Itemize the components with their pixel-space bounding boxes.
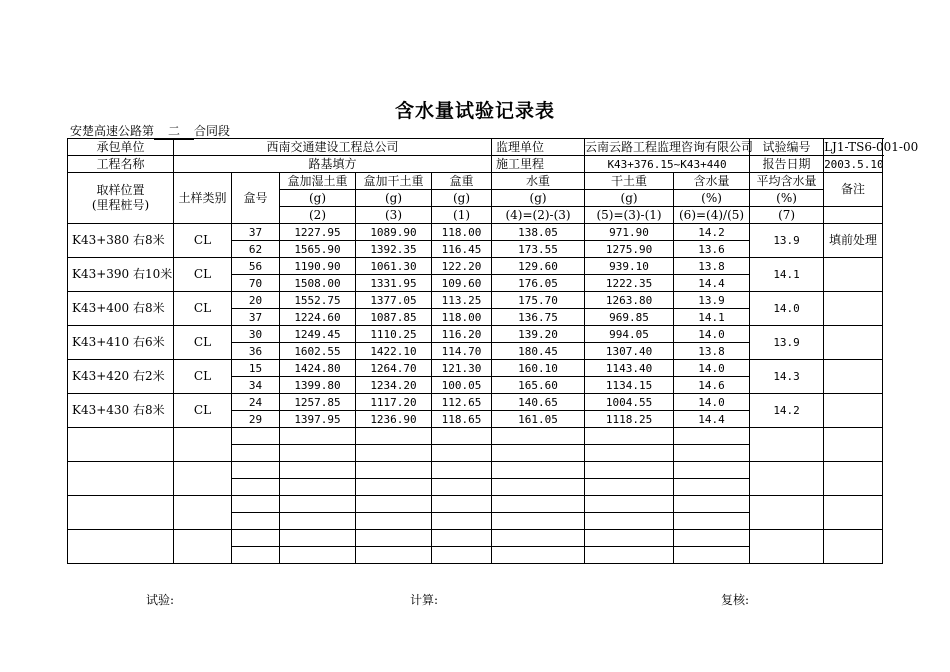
subtitle-suffix: 合同段 bbox=[194, 124, 231, 138]
box-no-cell: 37 bbox=[232, 309, 280, 326]
supervisor-label: 监理单位 bbox=[492, 139, 585, 156]
contractor-label: 承包单位 bbox=[68, 139, 174, 156]
box-weight-cell: 112.65 bbox=[432, 394, 492, 411]
box-no-cell: 56 bbox=[232, 258, 280, 275]
blank-cell bbox=[492, 530, 585, 547]
blank-avg-cell bbox=[750, 428, 824, 462]
avg-moisture-cell: 13.9 bbox=[750, 224, 824, 258]
blank-cell bbox=[585, 462, 674, 479]
page-title: 含水量试验记录表 bbox=[394, 100, 555, 122]
location-header-line2: (里程桩号) bbox=[91, 198, 150, 212]
blank-cell bbox=[356, 428, 432, 445]
blank-cell bbox=[432, 479, 492, 496]
test-no-value: LJ1-TS6-001-00 bbox=[824, 139, 919, 154]
water-weight-cell: 165.60 bbox=[492, 377, 585, 394]
avg-moisture-cell: 14.2 bbox=[750, 394, 824, 428]
table-body bbox=[68, 139, 919, 564]
soil-type-cell: CL bbox=[174, 258, 232, 292]
dry-soil-cell: 969.85 bbox=[585, 309, 674, 326]
remark-header: 备注 bbox=[824, 173, 883, 207]
box-weight-cell: 100.05 bbox=[432, 377, 492, 394]
box-weight-cell: 122.20 bbox=[432, 258, 492, 275]
blank-cell bbox=[232, 496, 280, 513]
calculator-label: 计算: bbox=[410, 593, 439, 607]
blank-cell bbox=[356, 462, 432, 479]
dry-soil-cell: 1118.25 bbox=[585, 411, 674, 428]
box-weight-cell: 109.60 bbox=[432, 275, 492, 292]
dry-weight-cell: 1110.25 bbox=[356, 326, 432, 343]
blank-row bbox=[68, 530, 883, 547]
avg-moisture-cell: 14.0 bbox=[750, 292, 824, 326]
water-weight-cell: 160.10 bbox=[492, 360, 585, 377]
box-no-cell: 29 bbox=[232, 411, 280, 428]
wet-weight-cell: 1424.80 bbox=[280, 360, 356, 377]
test-no-label: 试验编号 bbox=[750, 139, 824, 156]
mileage-value: K43+376.15~K43+440 bbox=[585, 156, 750, 173]
project-label: 工程名称 bbox=[68, 156, 174, 173]
sample-location-cell: K43+390 右10米 bbox=[68, 258, 174, 292]
dry-soil-cell: 1143.40 bbox=[585, 360, 674, 377]
dry-soil-cell: 939.10 bbox=[585, 258, 674, 275]
blank-cell bbox=[280, 513, 356, 530]
blank-cell bbox=[585, 428, 674, 445]
blank-soil-cell bbox=[174, 496, 232, 530]
wet-weight-cell: 1552.75 bbox=[280, 292, 356, 309]
box-weight-cell: 118.65 bbox=[432, 411, 492, 428]
blank-cell bbox=[280, 496, 356, 513]
blank-remark-cell bbox=[824, 462, 883, 496]
table-row bbox=[68, 326, 883, 343]
dry-weight-cell: 1236.90 bbox=[356, 411, 432, 428]
blank-cell bbox=[232, 530, 280, 547]
blank-cell bbox=[356, 479, 432, 496]
blank-location-cell bbox=[68, 496, 174, 530]
soil-type-header: 土样类别 bbox=[174, 173, 232, 224]
wet-weight-unit: (g) bbox=[280, 190, 356, 207]
water-weight-cell: 140.65 bbox=[492, 394, 585, 411]
blank-location-cell bbox=[68, 530, 174, 564]
dry-weight-cell: 1061.30 bbox=[356, 258, 432, 275]
subtitle-prefix: 安楚高速公路第 bbox=[70, 124, 155, 138]
wet-weight-header: 盒加湿土重 bbox=[280, 173, 356, 190]
box-weight-cell: 121.30 bbox=[432, 360, 492, 377]
dry-soil-cell: 971.90 bbox=[585, 224, 674, 241]
wet-weight-cell: 1190.90 bbox=[280, 258, 356, 275]
blank-cell bbox=[492, 513, 585, 530]
moisture-cell: 14.0 bbox=[674, 394, 750, 411]
box-weight-header: 盒重 bbox=[432, 173, 492, 190]
blank-avg-cell bbox=[750, 496, 824, 530]
blank-cell bbox=[356, 513, 432, 530]
report-date-value: 2003.5.10 bbox=[824, 157, 884, 171]
box-weight-code: (1) bbox=[432, 207, 492, 224]
moisture-cell: 14.0 bbox=[674, 360, 750, 377]
water-weight-cell: 161.05 bbox=[492, 411, 585, 428]
box-weight-cell: 118.00 bbox=[432, 224, 492, 241]
water-weight-cell: 129.60 bbox=[492, 258, 585, 275]
blank-cell bbox=[674, 479, 750, 496]
dry-weight-cell: 1234.20 bbox=[356, 377, 432, 394]
water-weight-cell: 175.70 bbox=[492, 292, 585, 309]
dry-soil-cell: 1134.15 bbox=[585, 377, 674, 394]
wet-weight-cell: 1602.55 bbox=[280, 343, 356, 360]
moisture-cell: 14.0 bbox=[674, 326, 750, 343]
remark-cell: 填前处理 bbox=[824, 224, 883, 258]
box-weight-cell: 116.45 bbox=[432, 241, 492, 258]
sample-location-cell: K43+420 右2米 bbox=[68, 360, 174, 394]
blank-cell bbox=[492, 547, 585, 564]
water-weight-cell: 136.75 bbox=[492, 309, 585, 326]
blank-location-cell bbox=[68, 462, 174, 496]
blank-cell bbox=[232, 445, 280, 462]
blank-cell bbox=[280, 462, 356, 479]
blank-cell bbox=[674, 445, 750, 462]
dry-soil-code: (5)=(3)-(1) bbox=[585, 207, 674, 224]
soil-type-cell: CL bbox=[174, 292, 232, 326]
avg-moisture-header: 平均含水量 bbox=[750, 173, 824, 190]
dry-soil-header: 干土重 bbox=[585, 173, 674, 190]
contractor-value: 西南交通建设工程总公司 bbox=[174, 139, 492, 156]
box-no-cell: 62 bbox=[232, 241, 280, 258]
water-weight-header: 水重 bbox=[492, 173, 585, 190]
table-row bbox=[68, 292, 883, 309]
wet-weight-cell: 1257.85 bbox=[280, 394, 356, 411]
remark-cell bbox=[824, 360, 883, 394]
moisture-cell: 14.4 bbox=[674, 411, 750, 428]
wet-weight-cell: 1565.90 bbox=[280, 241, 356, 258]
location-header-line1: 取样位置 bbox=[96, 183, 145, 197]
avg-moisture-unit: (%) bbox=[750, 190, 824, 207]
blank-row bbox=[68, 496, 883, 513]
blank-cell bbox=[280, 547, 356, 564]
box-no-cell: 15 bbox=[232, 360, 280, 377]
blank-avg-cell bbox=[750, 530, 824, 564]
wet-weight-cell: 1224.60 bbox=[280, 309, 356, 326]
soil-type-cell: CL bbox=[174, 394, 232, 428]
box-weight-cell: 114.70 bbox=[432, 343, 492, 360]
blank-remark-cell bbox=[824, 496, 883, 530]
wet-weight-cell: 1508.00 bbox=[280, 275, 356, 292]
dry-soil-unit: (g) bbox=[585, 190, 674, 207]
location-header bbox=[68, 173, 174, 224]
dry-weight-cell: 1089.90 bbox=[356, 224, 432, 241]
blank-location-cell bbox=[68, 428, 174, 462]
dry-soil-cell: 1263.80 bbox=[585, 292, 674, 309]
blank-cell bbox=[432, 530, 492, 547]
box-weight-cell: 118.00 bbox=[432, 309, 492, 326]
blank-row bbox=[68, 428, 883, 445]
blank-cell bbox=[585, 530, 674, 547]
blank-cell bbox=[432, 547, 492, 564]
blank-cell bbox=[492, 496, 585, 513]
box-no-cell: 30 bbox=[232, 326, 280, 343]
blank-cell bbox=[674, 496, 750, 513]
blank-remark-cell bbox=[824, 530, 883, 564]
blank-cell bbox=[356, 496, 432, 513]
contract-number-field: 二 bbox=[154, 122, 194, 140]
avg-moisture-cell: 14.3 bbox=[750, 360, 824, 394]
blank-cell bbox=[432, 462, 492, 479]
blank-cell bbox=[232, 547, 280, 564]
blank-cell bbox=[492, 445, 585, 462]
dry-weight-cell: 1117.20 bbox=[356, 394, 432, 411]
dry-weight-cell: 1087.85 bbox=[356, 309, 432, 326]
box-no-cell: 20 bbox=[232, 292, 280, 309]
wet-weight-cell: 1227.95 bbox=[280, 224, 356, 241]
table-row bbox=[68, 394, 883, 411]
moisture-cell: 14.4 bbox=[674, 275, 750, 292]
table-row bbox=[68, 258, 883, 275]
remark-cell bbox=[824, 394, 883, 428]
soil-type-cell: CL bbox=[174, 224, 232, 258]
sample-location-cell: K43+430 右8米 bbox=[68, 394, 174, 428]
dry-weight-cell: 1392.35 bbox=[356, 241, 432, 258]
blank-cell bbox=[280, 445, 356, 462]
blank-soil-cell bbox=[174, 428, 232, 462]
report-date-label: 报告日期 bbox=[750, 156, 824, 173]
dry-weight-code: (3) bbox=[356, 207, 432, 224]
box-no-cell: 37 bbox=[232, 224, 280, 241]
dry-weight-cell: 1422.10 bbox=[356, 343, 432, 360]
blank-cell bbox=[674, 513, 750, 530]
avg-moisture-code: (7) bbox=[750, 207, 824, 224]
remark-cell bbox=[824, 258, 883, 292]
blank-cell bbox=[280, 479, 356, 496]
wet-weight-code: (2) bbox=[280, 207, 356, 224]
blank-cell bbox=[585, 445, 674, 462]
blank-cell bbox=[232, 513, 280, 530]
dry-soil-cell: 1222.35 bbox=[585, 275, 674, 292]
sample-location-cell: K43+400 右8米 bbox=[68, 292, 174, 326]
dry-weight-unit: (g) bbox=[356, 190, 432, 207]
water-weight-cell: 138.05 bbox=[492, 224, 585, 241]
box-weight-unit: (g) bbox=[432, 190, 492, 207]
blank-cell bbox=[356, 547, 432, 564]
moisture-cell: 14.6 bbox=[674, 377, 750, 394]
blank-cell bbox=[674, 462, 750, 479]
blank-remark-cell bbox=[824, 428, 883, 462]
column-header-row-1 bbox=[68, 173, 883, 190]
table-row bbox=[68, 360, 883, 377]
header-row-1 bbox=[68, 139, 883, 156]
blank-cell bbox=[232, 462, 280, 479]
blank-cell bbox=[585, 547, 674, 564]
sample-location-cell: K43+380 右8米 bbox=[68, 224, 174, 258]
dry-weight-cell: 1264.70 bbox=[356, 360, 432, 377]
moisture-cell: 14.1 bbox=[674, 309, 750, 326]
moisture-content-table bbox=[67, 138, 919, 564]
blank-cell bbox=[356, 445, 432, 462]
water-weight-cell: 139.20 bbox=[492, 326, 585, 343]
blank-cell bbox=[585, 496, 674, 513]
moisture-code: (6)=(4)/(5) bbox=[674, 207, 750, 224]
box-no-cell: 70 bbox=[232, 275, 280, 292]
blank-cell bbox=[432, 428, 492, 445]
blank-cell bbox=[432, 513, 492, 530]
wet-weight-cell: 1397.95 bbox=[280, 411, 356, 428]
header-row-2 bbox=[68, 156, 883, 173]
dry-soil-cell: 1004.55 bbox=[585, 394, 674, 411]
blank-soil-cell bbox=[174, 530, 232, 564]
water-weight-code: (4)=(2)-(3) bbox=[492, 207, 585, 224]
moisture-unit: (%) bbox=[674, 190, 750, 207]
reviewer-label: 复核: bbox=[721, 593, 750, 607]
tester-label: 试验: bbox=[146, 593, 175, 607]
moisture-cell: 13.9 bbox=[674, 292, 750, 309]
blank-cell bbox=[280, 428, 356, 445]
blank-row bbox=[68, 462, 883, 479]
moisture-header: 含水量 bbox=[674, 173, 750, 190]
blank-cell bbox=[492, 462, 585, 479]
project-value: 路基填方 bbox=[174, 156, 492, 173]
remark-cell bbox=[824, 326, 883, 360]
blank-cell bbox=[585, 513, 674, 530]
sample-location-cell: K43+410 右6米 bbox=[68, 326, 174, 360]
wet-weight-cell: 1399.80 bbox=[280, 377, 356, 394]
avg-moisture-cell: 13.9 bbox=[750, 326, 824, 360]
moisture-cell: 14.2 bbox=[674, 224, 750, 241]
water-weight-cell: 173.55 bbox=[492, 241, 585, 258]
blank-cell bbox=[280, 530, 356, 547]
dry-soil-cell: 1307.40 bbox=[585, 343, 674, 360]
box-weight-cell: 113.25 bbox=[432, 292, 492, 309]
blank-cell bbox=[585, 479, 674, 496]
blank-cell bbox=[232, 428, 280, 445]
water-weight-cell: 180.45 bbox=[492, 343, 585, 360]
remark-code bbox=[824, 207, 883, 224]
avg-moisture-cell: 14.1 bbox=[750, 258, 824, 292]
dry-weight-header: 盒加干土重 bbox=[356, 173, 432, 190]
wet-weight-cell: 1249.45 bbox=[280, 326, 356, 343]
supervisor-value: 云南云路工程监理咨询有限公司 bbox=[585, 139, 754, 154]
moisture-cell: 13.8 bbox=[674, 258, 750, 275]
moisture-cell: 13.6 bbox=[674, 241, 750, 258]
dry-weight-cell: 1331.95 bbox=[356, 275, 432, 292]
blank-cell bbox=[492, 428, 585, 445]
dry-soil-cell: 1275.90 bbox=[585, 241, 674, 258]
water-weight-cell: 176.05 bbox=[492, 275, 585, 292]
moisture-cell: 13.8 bbox=[674, 343, 750, 360]
blank-soil-cell bbox=[174, 462, 232, 496]
dry-soil-cell: 994.05 bbox=[585, 326, 674, 343]
blank-avg-cell bbox=[750, 462, 824, 496]
box-no-cell: 36 bbox=[232, 343, 280, 360]
blank-cell bbox=[432, 445, 492, 462]
dry-weight-cell: 1377.05 bbox=[356, 292, 432, 309]
blank-cell bbox=[674, 530, 750, 547]
blank-cell bbox=[432, 496, 492, 513]
box-no-header: 盒号 bbox=[232, 173, 280, 224]
water-weight-unit: (g) bbox=[492, 190, 585, 207]
blank-cell bbox=[674, 547, 750, 564]
mileage-label: 施工里程 bbox=[492, 156, 585, 173]
blank-cell bbox=[232, 479, 280, 496]
blank-cell bbox=[492, 479, 585, 496]
remark-cell bbox=[824, 292, 883, 326]
soil-type-cell: CL bbox=[174, 326, 232, 360]
table-row bbox=[68, 224, 883, 241]
box-no-cell: 24 bbox=[232, 394, 280, 411]
blank-cell bbox=[356, 530, 432, 547]
soil-type-cell: CL bbox=[174, 360, 232, 394]
box-weight-cell: 116.20 bbox=[432, 326, 492, 343]
blank-cell bbox=[674, 428, 750, 445]
box-no-cell: 34 bbox=[232, 377, 280, 394]
